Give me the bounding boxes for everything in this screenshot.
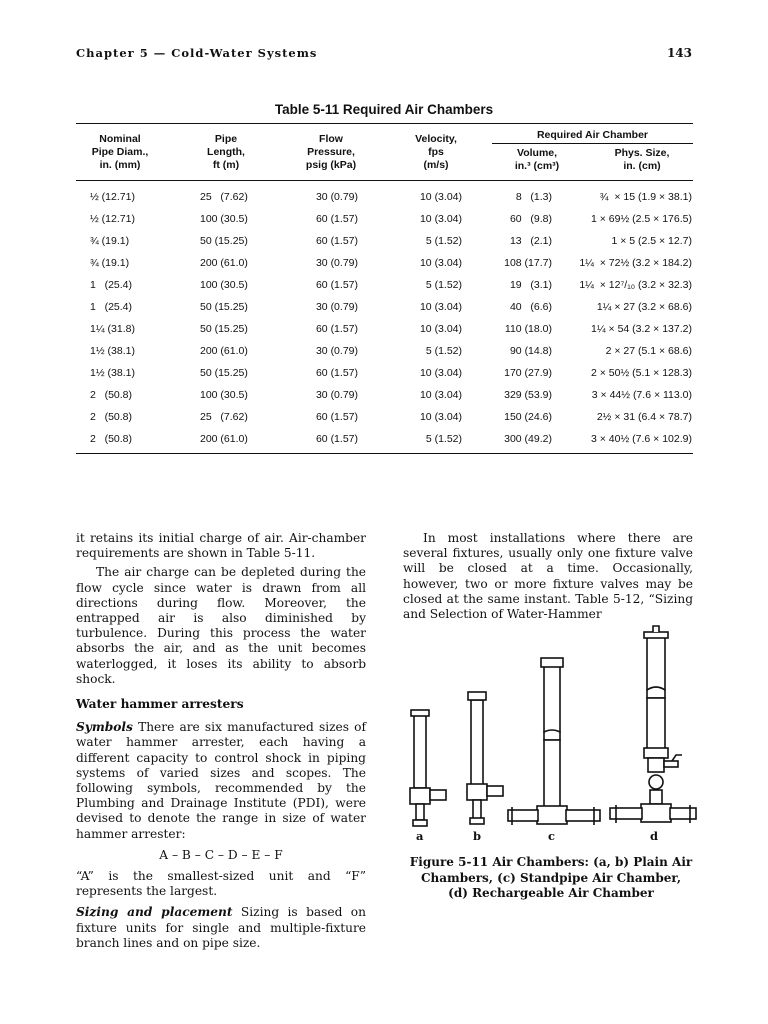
paragraph: [76, 905, 366, 951]
table-cell-volume: 40 (6.6): [509, 301, 552, 313]
col-header-nominal-pipe-diam: Nominal Pipe Diam., in. (mm): [91, 133, 149, 171]
table-cell-volume: 108 (17.7): [504, 257, 552, 269]
table-cell-nominal-diam: 2 (50.8): [90, 411, 133, 423]
right-column: [403, 531, 693, 622]
col-header-phys-size: Phys. Size, in. (cm): [614, 147, 670, 172]
figure-label-c: c: [548, 829, 556, 843]
table-cell-pipe-length: 200 (61.0): [200, 257, 248, 269]
table-cell-velocity: 10 (3.04): [419, 323, 462, 335]
header-bottom-rule: [76, 180, 693, 181]
table-cell-phys-size: 2 × 50½ (5.1 × 128.3): [591, 367, 692, 379]
table-cell-velocity: 10 (3.04): [419, 389, 462, 401]
paragraph: it retains its initial charge of air. Air-chamber requirements are shown in Table 5-11.: [76, 531, 366, 561]
caption-line: (d) Rechargeable Air Chamber: [448, 886, 654, 900]
paragraph: “A” is the smallest-sized unit and “F” represents the largest.: [76, 869, 366, 899]
plain-air-chamber-b: [467, 692, 503, 824]
table-cell-flow-pressure: 60 (1.57): [315, 411, 358, 423]
table-cell-nominal-diam: ¾ (19.1): [90, 257, 130, 269]
table-cell-phys-size: 2½ × 31 (6.4 × 78.7): [596, 411, 692, 423]
col-header-pipe-length: Pipe Length, ft (m): [207, 133, 245, 171]
table-cell-pipe-length: 100 (30.5): [200, 389, 248, 401]
paragraph: In most installations where there are several fixtures, usually only one fixture valve will be closed at a time. Occasionally, however, two or more fixture valves may be closed at the same instant. Table 5-12, “Sizing and Selection of Water-Hammer: [403, 531, 693, 622]
col-header-volume: Volume, in.³ (cm³): [514, 147, 560, 172]
table-cell-phys-size: 3 × 40½ (7.6 × 102.9): [591, 433, 692, 445]
paragraph-text: There are six manufactured sizes of water hammer arrester, each having a different capacity to control shock in piping systems of varied sizes and scopes. The following symbols, recommended by the Plumbing and Drainage Institute (PDI), were devised to denote the range in size of water hammer arrester:: [76, 720, 366, 841]
table-cell-velocity: 10 (3.04): [419, 367, 462, 379]
table-cell-velocity: 5 (1.52): [425, 279, 462, 291]
table-cell-phys-size: 1 × 69½ (2.5 × 176.5): [591, 213, 692, 225]
caption-line: Figure 5-11 Air Chambers: (a, b) Plain Air: [409, 855, 693, 869]
symbol-sequence: A – B – C – D – E – F: [159, 847, 283, 862]
table-cell-pipe-length: 100 (30.5): [200, 213, 248, 225]
figure-label-a: a: [416, 829, 424, 843]
table-cell-flow-pressure: 60 (1.57): [315, 235, 358, 247]
table-cell-phys-size: 1 × 5 (2.5 × 12.7): [611, 235, 692, 247]
chapter-title: Chapter 5 — Cold-Water Systems: [76, 46, 318, 60]
table-cell-phys-size: 1¼ × 72½ (3.2 × 184.2): [579, 257, 692, 269]
table-cell-nominal-diam: ¾ (19.1): [90, 235, 130, 247]
section-heading: Water hammer arresters: [76, 697, 244, 712]
page-number: 143: [666, 46, 692, 60]
table-cell-volume: 90 (14.8): [509, 345, 552, 357]
table-cell-nominal-diam: 2 (50.8): [90, 389, 133, 401]
table-cell-flow-pressure: 60 (1.57): [315, 367, 358, 379]
table-cell-flow-pressure: 60 (1.57): [315, 323, 358, 335]
table-cell-velocity: 10 (3.04): [419, 257, 462, 269]
table-cell-phys-size: ¾ × 15 (1.9 × 38.1): [599, 191, 692, 203]
table-cell-nominal-diam: 1½ (38.1): [90, 367, 135, 379]
table-cell-volume: 8 (1.3): [515, 191, 552, 203]
table-bottom-rule: [76, 453, 693, 454]
figure-caption: [396, 855, 706, 902]
figure-label-b: b: [473, 829, 482, 843]
group-header-required-air-chamber: Required Air Chamber: [536, 129, 649, 141]
table-cell-flow-pressure: 30 (0.79): [315, 389, 358, 401]
table-cell-flow-pressure: 60 (1.57): [315, 279, 358, 291]
table-cell-flow-pressure: 60 (1.57): [315, 433, 358, 445]
plain-air-chamber-a: [410, 710, 446, 826]
standpipe-air-chamber-c: [508, 658, 600, 825]
table-cell-nominal-diam: ½ (12.71): [90, 213, 135, 225]
table-cell-nominal-diam: ½ (12.71): [90, 191, 135, 203]
table-cell-pipe-length: 200 (61.0): [200, 433, 248, 445]
col-header-flow-pressure: Flow Pressure, psig (kPa): [305, 133, 357, 171]
runin-heading: Symbols: [76, 720, 133, 735]
table-top-rule: [76, 123, 693, 124]
table-cell-volume: 170 (27.9): [504, 367, 552, 379]
table-cell-nominal-diam: 1¼ (31.8): [90, 323, 135, 335]
table-cell-volume: 300 (49.2): [504, 433, 552, 445]
table-cell-phys-size: 1¼ × 54 (3.2 × 137.2): [591, 323, 692, 335]
table-title: Table 5-11 Required Air Chambers: [274, 102, 494, 117]
table-cell-pipe-length: 25 (7.62): [200, 191, 248, 203]
table-cell-phys-size: 3 × 44½ (7.6 × 113.0): [591, 389, 692, 401]
caption-line: Chambers, (c) Standpipe Air Chamber,: [420, 870, 682, 885]
table-cell-pipe-length: 50 (15.25): [200, 301, 248, 313]
table-cell-flow-pressure: 30 (0.79): [315, 257, 358, 269]
air-chambers-illustration: [404, 622, 700, 848]
air-chambers-figure: [404, 622, 700, 848]
table-cell-nominal-diam: 1½ (38.1): [90, 345, 135, 357]
table-cell-velocity: 5 (1.52): [425, 433, 462, 445]
paragraph-text: Sizing is based on fixture units for single and multiple-fixture branch lines and on pipe size.: [76, 905, 366, 950]
table-cell-pipe-length: 25 (7.62): [200, 411, 248, 423]
table-cell-pipe-length: 50 (15.25): [200, 235, 248, 247]
table-cell-pipe-length: 200 (61.0): [200, 345, 248, 357]
table-cell-velocity: 10 (3.04): [419, 213, 462, 225]
table-cell-volume: 13 (2.1): [509, 235, 552, 247]
table-cell-volume: 150 (24.6): [504, 411, 552, 423]
table-cell-flow-pressure: 30 (0.79): [315, 301, 358, 313]
table-cell-phys-size: 1¼ × 12⁷/₁₀ (3.2 × 32.3): [579, 279, 692, 291]
table-cell-pipe-length: 50 (15.25): [200, 367, 248, 379]
table-cell-nominal-diam: 2 (50.8): [90, 433, 133, 445]
table-cell-volume: 329 (53.9): [504, 389, 552, 401]
table-cell-nominal-diam: 1 (25.4): [90, 301, 133, 313]
table-cell-volume: 110 (18.0): [504, 323, 552, 335]
paragraph: [76, 720, 366, 842]
table-cell-velocity: 10 (3.04): [419, 191, 462, 203]
left-column: [76, 531, 366, 951]
table-cell-phys-size: 2 × 27 (5.1 × 68.6): [605, 345, 692, 357]
group-header-rule: [492, 143, 693, 144]
paragraph: The air charge can be depleted during the flow cycle since water is drawn from all directions during flow. Moreover, the entrapped air is also diminished by turbulence. During this process the water absorbs the air, and as the unit becomes waterlogged, it loses its ability to absorb shock.: [76, 565, 366, 686]
table-cell-flow-pressure: 30 (0.79): [315, 345, 358, 357]
table-cell-flow-pressure: 60 (1.57): [315, 213, 358, 225]
table-cell-pipe-length: 50 (15.25): [200, 323, 248, 335]
running-head: [76, 46, 692, 64]
table-cell-pipe-length: 100 (30.5): [200, 279, 248, 291]
table-cell-volume: 60 (9.8): [509, 213, 552, 225]
runin-heading: Sizing and placement: [76, 905, 233, 920]
table-cell-velocity: 5 (1.52): [425, 235, 462, 247]
col-header-velocity: Velocity, fps (m/s): [415, 133, 457, 171]
table-cell-phys-size: 1¼ × 27 (3.2 × 68.6): [596, 301, 692, 313]
table-cell-volume: 19 (3.1): [509, 279, 552, 291]
table-cell-velocity: 10 (3.04): [419, 301, 462, 313]
table-cell-nominal-diam: 1 (25.4): [90, 279, 133, 291]
table-cell-flow-pressure: 30 (0.79): [315, 191, 358, 203]
rechargeable-air-chamber-d: [610, 626, 696, 823]
figure-label-d: d: [650, 829, 659, 843]
table-cell-velocity: 10 (3.04): [419, 411, 462, 423]
table-cell-velocity: 5 (1.52): [425, 345, 462, 357]
